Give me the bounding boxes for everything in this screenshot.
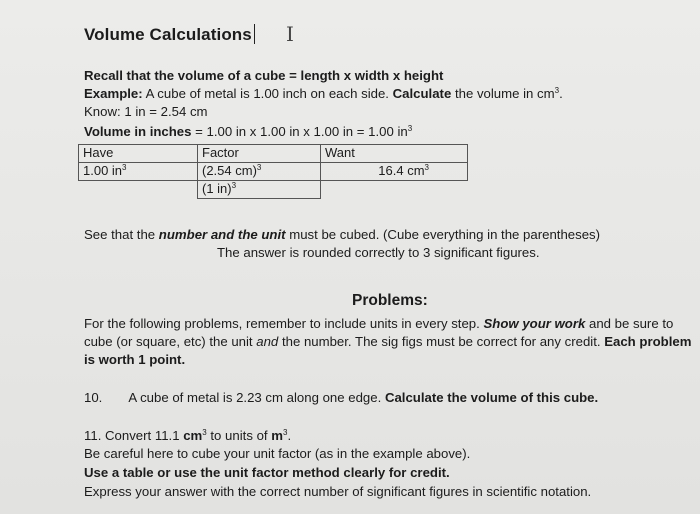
table-row-denominator (79, 181, 468, 199)
q11-sup2: 3 (282, 428, 288, 437)
q11-mid: to units of (206, 428, 272, 443)
have-sup: 3 (122, 163, 127, 172)
table-row-numerator (79, 163, 468, 181)
volume-inches-sup: 3 (407, 124, 413, 133)
want-value: 16.4 cm (378, 163, 425, 178)
example-table (78, 144, 468, 199)
volume-inches-line (84, 124, 412, 139)
cell-factor-den (198, 181, 321, 199)
question-11-line-4: Express your answer with the correct number of significant figures in scientific notation. (84, 484, 592, 499)
title-text: Volume Calculations (84, 25, 252, 44)
note1-emph: number and the unit (158, 227, 286, 242)
text-cursor (254, 24, 255, 44)
cell-empty-2 (321, 181, 468, 199)
instr-pre: For the following problems, remember to include units in every step. (84, 316, 484, 331)
instr-bold: Each problem is worth 1 point. (84, 334, 692, 367)
recall-line: Recall that the volume of a cube = length x width x height (84, 68, 444, 83)
example-end: . (559, 86, 563, 101)
question-11-line-2: Be careful here to cube your unit factor (as in the example above). (84, 446, 471, 461)
have-value: 1.00 in (83, 163, 123, 178)
instr-emph: Show your work (483, 316, 586, 331)
cell-empty-1 (79, 181, 198, 199)
volume-inches-label: Volume in inches (84, 124, 192, 139)
instr-mid: and be sure to cube (or square, etc) the unit (84, 316, 674, 349)
q11-unit2: m (271, 428, 283, 443)
example-label: Example: (84, 86, 143, 101)
want-sup: 3 (424, 163, 429, 172)
note-line-2: The answer is rounded correctly to 3 significant figures. (217, 245, 540, 260)
factor-den-sup: 3 (231, 181, 237, 190)
ibeam-cursor-icon: I (286, 22, 294, 46)
instructions-paragraph (84, 315, 694, 369)
q11-sup: 3 (202, 428, 207, 437)
question-11-line-3: Use a table or use the unit factor method clearly for credit. (84, 465, 450, 480)
instr-post: the number. The sig figs must be correct for any credit. (278, 334, 605, 349)
q11-end: . (287, 428, 292, 443)
header-have: Have (79, 145, 198, 163)
instr-and: and (256, 334, 279, 349)
q10-num: 10. (84, 390, 103, 405)
note1-pre: See that the (84, 227, 159, 242)
example-sup: 3 (554, 86, 560, 95)
factor-num-value: (2.54 cm) (202, 163, 257, 178)
example-line (84, 86, 563, 101)
factor-den-value: (1 in) (202, 181, 232, 196)
cell-want (321, 163, 468, 181)
problems-heading: Problems: (352, 292, 428, 309)
note1-post: must be cubed. (Cube everything in the parentheses) (285, 227, 601, 242)
q10-text: A cube of metal is 2.23 cm along one edge. (128, 390, 385, 405)
example-text1: A cube of metal is 1.00 inch on each side. (142, 86, 393, 101)
example-calc: Calculate (392, 86, 452, 101)
cell-factor-num (198, 163, 321, 181)
example-text2: the volume in cm (451, 86, 555, 101)
header-factor: Factor (198, 145, 321, 163)
page-title[interactable] (84, 24, 255, 45)
cell-have (79, 163, 198, 181)
q11-pre: 11. Convert 11.1 (84, 428, 184, 443)
question-10 (84, 390, 598, 405)
factor-num-sup: 3 (256, 163, 262, 172)
question-11-line-1 (84, 428, 291, 443)
know-line: Know: 1 in = 2.54 cm (84, 104, 208, 119)
note-line-1 (84, 227, 600, 242)
header-want: Want (321, 145, 468, 163)
q11-unit: cm (183, 428, 203, 443)
q10-bold: Calculate the volume of this cube. (384, 390, 599, 405)
table-header-row (79, 145, 468, 163)
volume-inches-text: = 1.00 in x 1.00 in x 1.00 in = 1.00 in (191, 124, 408, 139)
